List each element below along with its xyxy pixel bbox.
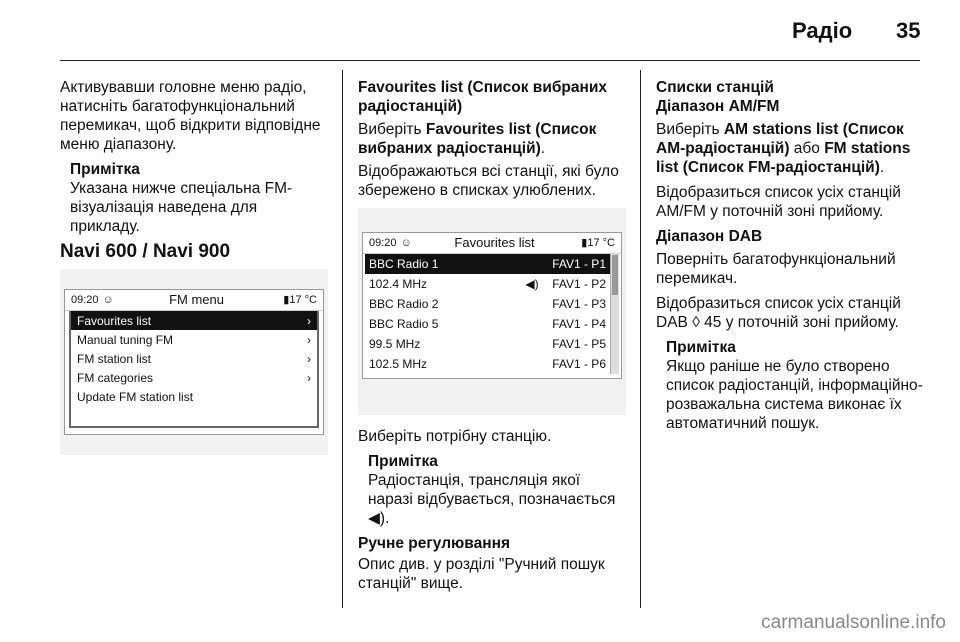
section-title: Navi 600 / Navi 900 bbox=[60, 241, 231, 262]
temperature: 17 °C bbox=[289, 294, 317, 306]
station-lists-heading: Списки станцій bbox=[656, 79, 774, 96]
station-row[interactable]: 102.5 MHz FAV1 - P6 bbox=[369, 357, 606, 371]
note-text: Радіостанція, трансляція якої наразі відбувається, позначається ◀). bbox=[368, 472, 616, 527]
scrollbar-thumb[interactable] bbox=[612, 255, 618, 295]
menu-item-manual-tuning[interactable]: Manual tuning FM › bbox=[77, 332, 311, 347]
menu-spacer bbox=[71, 406, 317, 426]
column-divider-2 bbox=[640, 70, 641, 608]
clock: 09:20 bbox=[369, 237, 397, 249]
screen-title: Favourites list bbox=[454, 235, 535, 250]
fm-menu-screenshot bbox=[60, 269, 328, 455]
screen-title: FM menu bbox=[169, 292, 224, 307]
column-3 bbox=[656, 78, 926, 439]
menu-item-categories[interactable]: FM categories › bbox=[77, 370, 311, 385]
temperature: 17 °C bbox=[587, 237, 615, 249]
page-header-title: Радіо bbox=[792, 18, 853, 43]
favourites-screenshot bbox=[358, 208, 626, 415]
thermometer-icon: ▮ bbox=[581, 237, 588, 249]
amfm-select: Виберіть AM stations list (Список AM-радіостанцій) або FM stations list (Список FM-радіостанцій). bbox=[656, 121, 911, 176]
mode-icon: ☺ bbox=[102, 294, 114, 306]
station-row[interactable]: BBC Radio 1 FAV1 - P1 bbox=[365, 254, 610, 274]
column-2 bbox=[358, 78, 626, 599]
manual-heading: Ручне регулювання bbox=[358, 535, 511, 552]
speaker-icon: ◀) bbox=[525, 277, 539, 291]
menu-item-station-list[interactable]: FM station list › bbox=[77, 351, 311, 366]
fm-menu-list bbox=[69, 311, 319, 428]
list-scrollbar[interactable] bbox=[610, 254, 619, 374]
amfm-text: Відобразиться список усіх станцій AM/FM у поточній зоні прийому. bbox=[656, 184, 901, 220]
note-text: Указана нижче спеціальна FM-візуалізація наведена для прикладу. bbox=[70, 180, 293, 235]
chevron-right-icon: › bbox=[307, 313, 311, 328]
station-row[interactable]: 102.4 MHz ◀) FAV1 - P2 bbox=[369, 277, 606, 291]
chevron-right-icon: › bbox=[307, 332, 311, 347]
favourites-displayed: Відображаються всі станції, які було збережено в списках улюблених. bbox=[358, 163, 619, 199]
menu-item-favourites[interactable]: Favourites list › bbox=[71, 311, 317, 330]
clock: 09:20 bbox=[71, 294, 99, 306]
chevron-right-icon: › bbox=[307, 351, 311, 366]
fm-menu-screen bbox=[64, 289, 324, 435]
dab-turn: Поверніть багатофункціональний перемикач. bbox=[656, 251, 896, 287]
dab-heading: Діапазон DAB bbox=[656, 228, 763, 245]
header-rule bbox=[60, 60, 920, 61]
column-divider-1 bbox=[342, 70, 343, 608]
chevron-right-icon: › bbox=[307, 370, 311, 385]
favourites-screen bbox=[362, 232, 622, 379]
menu-item-update-list[interactable]: Update FM station list bbox=[77, 389, 194, 404]
note-block bbox=[666, 338, 926, 433]
page-number: 35 bbox=[896, 18, 921, 43]
page-reference[interactable]: ◊ 45 bbox=[692, 314, 722, 331]
intro-paragraph: Активувавши головне меню радіо, натисніть багатофункціональний перемикач, щоб відкрити відповідне меню діапазону. bbox=[60, 79, 321, 153]
manual-text: Опис див. у розділі "Ручний пошук станцій" вище. bbox=[358, 556, 605, 592]
thermometer-icon: ▮ bbox=[283, 294, 290, 306]
watermark: carmanualsonline.info bbox=[761, 612, 946, 633]
status-bar bbox=[363, 233, 621, 254]
mode-icon: ☺ bbox=[400, 237, 412, 249]
speaker-icon: ◀) bbox=[368, 510, 386, 527]
note-heading: Примітка bbox=[666, 339, 736, 356]
station-row[interactable]: 99.5 MHz FAV1 - P5 bbox=[369, 337, 606, 351]
note-block bbox=[70, 160, 328, 236]
station-row[interactable]: BBC Radio 5 FAV1 - P4 bbox=[369, 317, 606, 331]
status-bar bbox=[65, 290, 323, 311]
column-1 bbox=[60, 78, 328, 467]
favourites-heading: Favourites list (Список вибраних радіостанцій) bbox=[358, 79, 608, 115]
favourites-list bbox=[365, 254, 610, 374]
amfm-heading: Діапазон AM/FM bbox=[656, 98, 780, 115]
favourites-list-wrap bbox=[365, 254, 619, 374]
dab-text: Відобразиться список усіх станцій DAB ◊ 45 у поточній зоні прийому. bbox=[656, 295, 901, 331]
note-block bbox=[368, 452, 626, 528]
choose-station: Виберіть потрібну станцію. bbox=[358, 428, 552, 445]
note-text: Якщо раніше не було створено список радіостанцій, інформаційно-розважальна система виконає їх автоматичний пошук. bbox=[666, 358, 923, 432]
note-heading: Примітка bbox=[70, 161, 140, 178]
note-heading: Примітка bbox=[368, 453, 438, 470]
favourites-select: Виберіть Favourites list (Список вибраних радіостанцій). bbox=[358, 121, 597, 157]
station-row[interactable]: BBC Radio 2 FAV1 - P3 bbox=[369, 297, 606, 311]
